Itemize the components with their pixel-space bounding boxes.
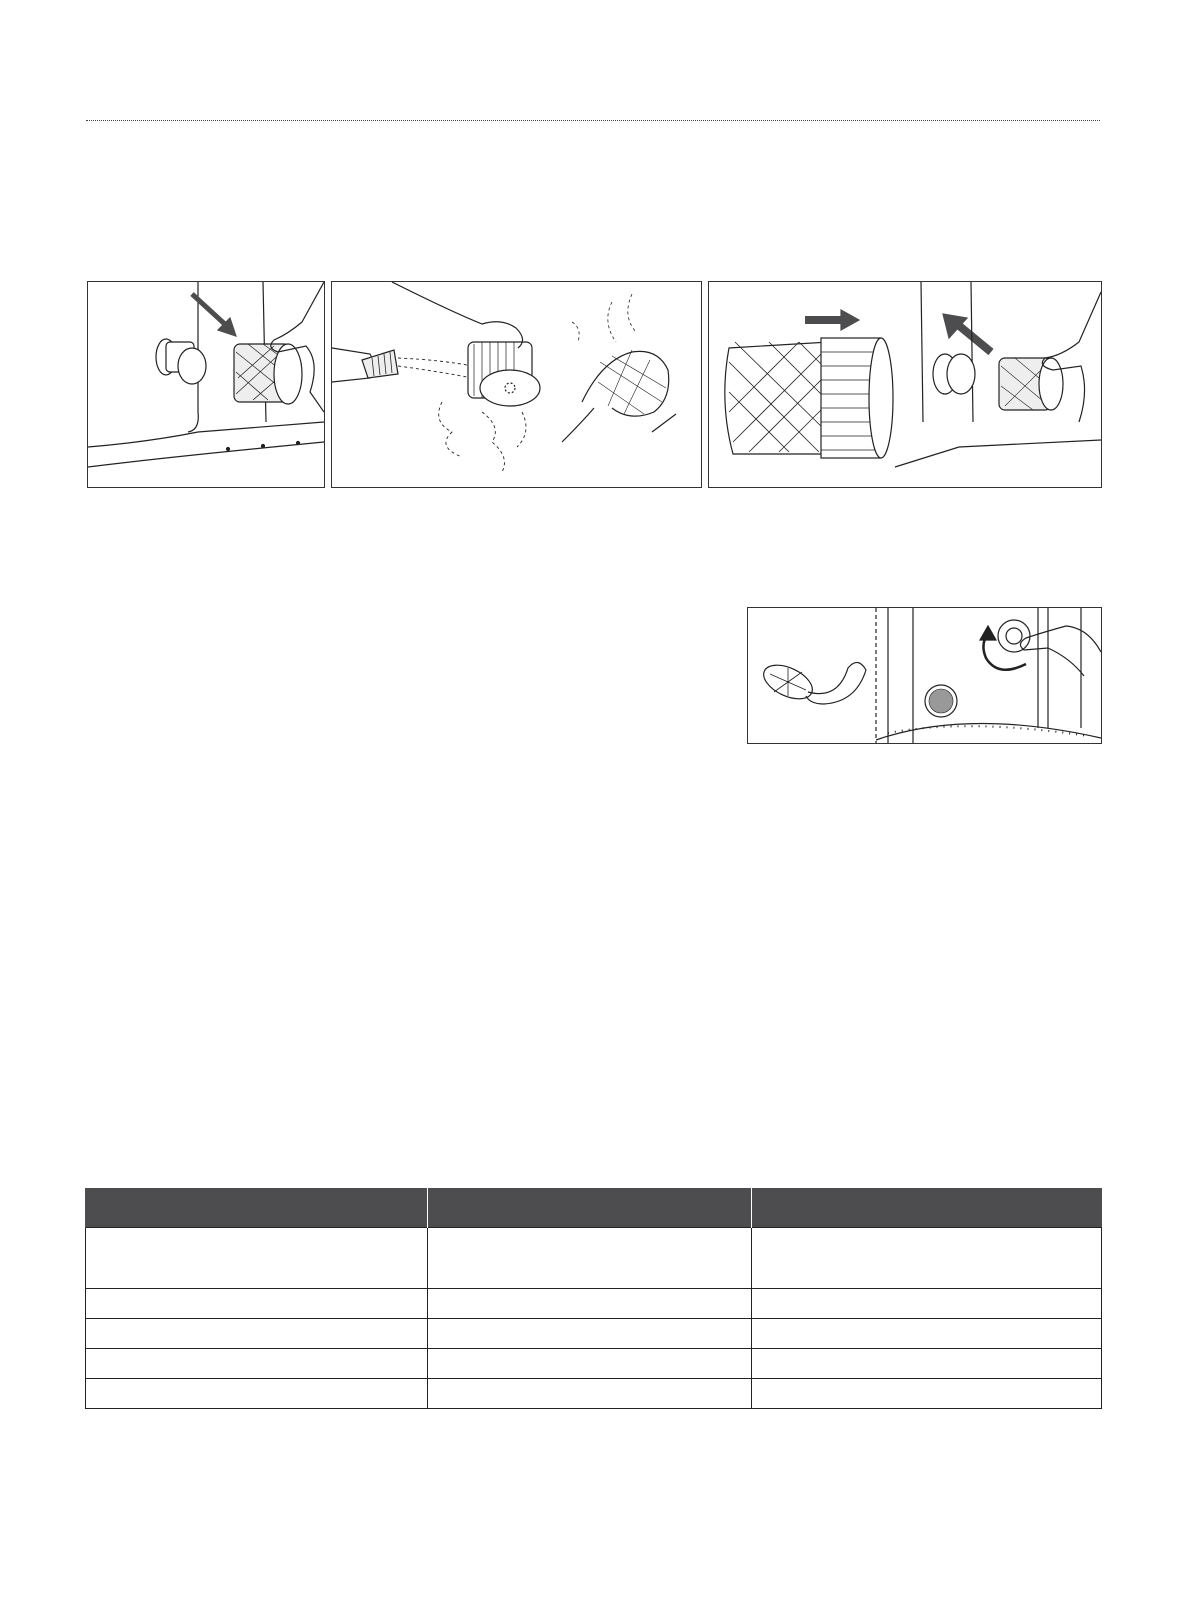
table-cell bbox=[752, 1349, 1102, 1379]
valve-key-icon bbox=[759, 658, 866, 705]
hand-icon bbox=[392, 282, 676, 442]
table-row bbox=[86, 1349, 1102, 1379]
arrow-icon bbox=[192, 294, 236, 336]
table-cell bbox=[428, 1379, 752, 1409]
table-row bbox=[86, 1319, 1102, 1349]
figure-clean-filter bbox=[331, 281, 702, 488]
table-cell bbox=[428, 1289, 752, 1319]
table-header-cell bbox=[86, 1188, 428, 1228]
table-row bbox=[86, 1289, 1102, 1319]
table-cell bbox=[86, 1379, 428, 1409]
table-header-row bbox=[86, 1188, 1102, 1228]
figure-remove-filter bbox=[87, 281, 325, 488]
figure-reinstall-filter bbox=[708, 281, 1102, 488]
filter-cartridge-icon bbox=[468, 342, 540, 406]
table-cell bbox=[752, 1379, 1102, 1409]
table-cell bbox=[428, 1228, 752, 1289]
filter-cartridge-icon bbox=[234, 344, 302, 404]
filter-net-icon bbox=[725, 342, 829, 454]
filter-housing-icon bbox=[895, 282, 1101, 467]
table-cell bbox=[428, 1349, 752, 1379]
table-cell bbox=[428, 1319, 752, 1349]
table-cell bbox=[752, 1228, 1102, 1289]
table-cell bbox=[752, 1289, 1102, 1319]
figure-valve-key bbox=[747, 607, 1102, 744]
table-header-cell bbox=[428, 1188, 752, 1228]
table-cell bbox=[86, 1228, 428, 1289]
table-row bbox=[86, 1379, 1102, 1409]
hand-icon bbox=[1020, 626, 1101, 676]
table-cell bbox=[86, 1289, 428, 1319]
table-row bbox=[86, 1228, 1102, 1289]
table-cell bbox=[86, 1349, 428, 1379]
top-dotted-divider bbox=[86, 120, 1100, 121]
table-cell bbox=[86, 1319, 428, 1349]
filter-cartridge-icon bbox=[821, 338, 893, 458]
hose-icon bbox=[332, 348, 398, 382]
table-cell bbox=[752, 1319, 1102, 1349]
table-header-cell bbox=[752, 1188, 1102, 1228]
drain-valve-icon bbox=[925, 685, 957, 717]
spec-table bbox=[85, 1188, 1101, 1409]
